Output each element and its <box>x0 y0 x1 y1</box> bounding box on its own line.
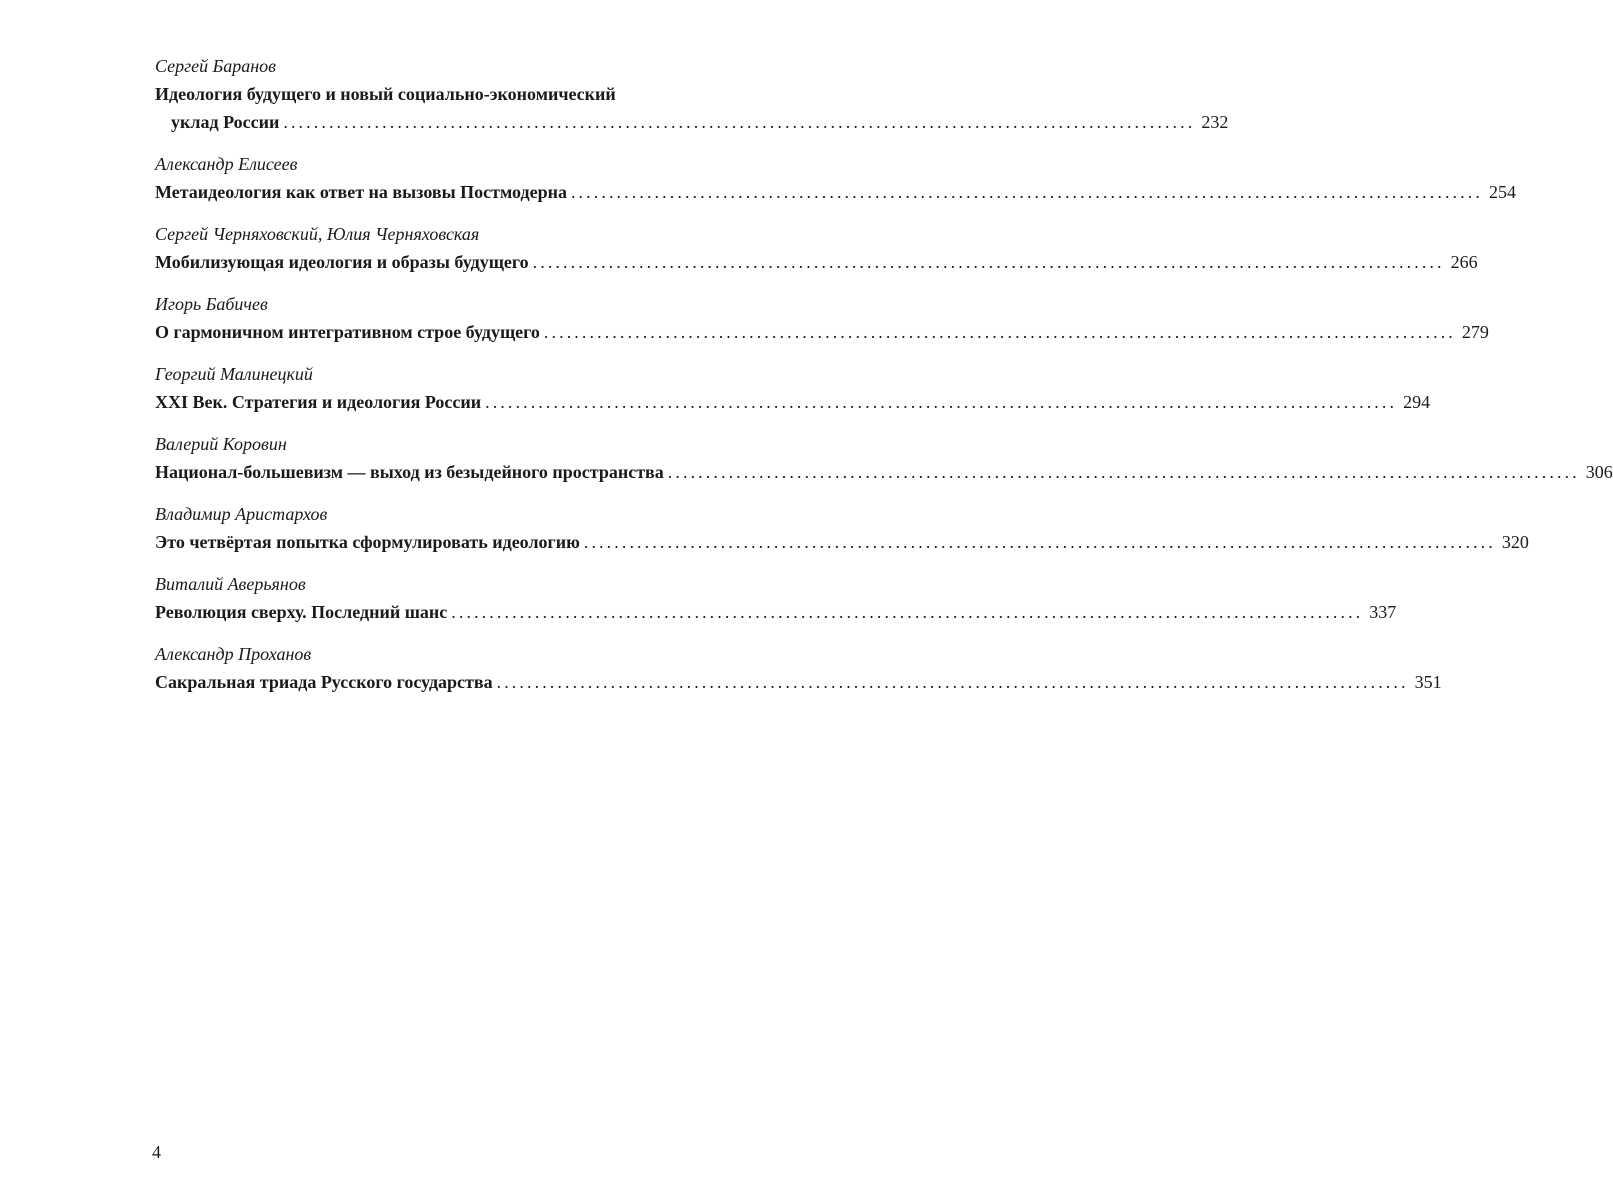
author-name: Владимир Аристархов <box>155 504 328 524</box>
toc-entry <box>155 500 1529 556</box>
chapter-title: Революция сверху. Последний шанс <box>155 602 448 622</box>
page-reference: 254 <box>1488 182 1516 202</box>
toc-entry <box>155 220 1478 276</box>
dot-leader: ........................................................................................................................ <box>485 392 1398 412</box>
chapter-title-row <box>155 318 1489 346</box>
author-name: Сергей Баранов <box>155 56 276 76</box>
chapter-title-row <box>155 388 1431 416</box>
chapter-title: О гармоничном интегративном строе будущего <box>155 322 540 342</box>
chapter-title-row <box>155 668 1442 696</box>
table-of-contents <box>155 52 1613 710</box>
chapter-title: Это четвёртая попытка сформулировать идеологию <box>155 532 580 552</box>
chapter-title-row <box>155 248 1478 276</box>
dot-leader: ........................................................................................................................ <box>543 322 1456 342</box>
page-reference: 266 <box>1450 252 1478 272</box>
chapter-title: Мобилизующая идеология и образы будущего <box>155 252 529 272</box>
author-name: Виталий Аверьянов <box>155 574 306 594</box>
dot-leader: ........................................................................................................................ <box>283 112 1196 132</box>
page-reference: 320 <box>1501 532 1529 552</box>
chapter-title-line: Идеология будущего и новый социально-экономический <box>155 84 616 104</box>
dot-leader: ........................................................................................................................ <box>451 602 1364 622</box>
page-reference: 306 <box>1585 462 1613 482</box>
author-name: Георгий Малинецкий <box>155 364 313 384</box>
page-reference: 279 <box>1461 322 1489 342</box>
toc-entry <box>155 430 1613 486</box>
dot-leader: ........................................................................................................................ <box>570 182 1483 202</box>
page-reference: 337 <box>1369 602 1397 622</box>
toc-entry <box>155 150 1516 206</box>
chapter-title-row <box>155 178 1516 206</box>
author-name: Александр Елисеев <box>155 154 298 174</box>
toc-entry <box>155 360 1431 416</box>
author-name: Александр Проханов <box>155 644 312 664</box>
dot-leader: ........................................................................................................................ <box>667 462 1580 482</box>
page-reference: 351 <box>1414 672 1442 692</box>
dot-leader: ........................................................................................................................ <box>496 672 1409 692</box>
chapter-title: Сакральная триада Русского государства <box>155 672 493 692</box>
chapter-title: Национал-большевизм — выход из безыдейного пространства <box>155 462 664 482</box>
chapter-title-row <box>155 108 1229 136</box>
toc-entry <box>155 52 1229 136</box>
toc-entry <box>155 640 1442 696</box>
chapter-title-row <box>155 598 1397 626</box>
toc-entry <box>155 290 1489 346</box>
chapter-title: уклад России <box>171 112 280 132</box>
chapter-title-row <box>155 528 1529 556</box>
author-name: Сергей Черняховский, Юлия Черняховская <box>155 224 480 244</box>
toc-entry <box>155 570 1397 626</box>
dot-leader: ........................................................................................................................ <box>532 252 1445 272</box>
author-name: Валерий Коровин <box>155 434 287 454</box>
page-reference: 232 <box>1201 112 1229 132</box>
chapter-title-row <box>155 458 1613 486</box>
dot-leader: ........................................................................................................................ <box>583 532 1496 552</box>
chapter-title: XXI Век. Стратегия и идеология России <box>155 392 482 412</box>
author-name: Игорь Бабичев <box>155 294 268 314</box>
page-number: 4 <box>152 1142 161 1162</box>
chapter-title: Метаидеология как ответ на вызовы Постмодерна <box>155 182 567 202</box>
page-reference: 294 <box>1403 392 1431 412</box>
